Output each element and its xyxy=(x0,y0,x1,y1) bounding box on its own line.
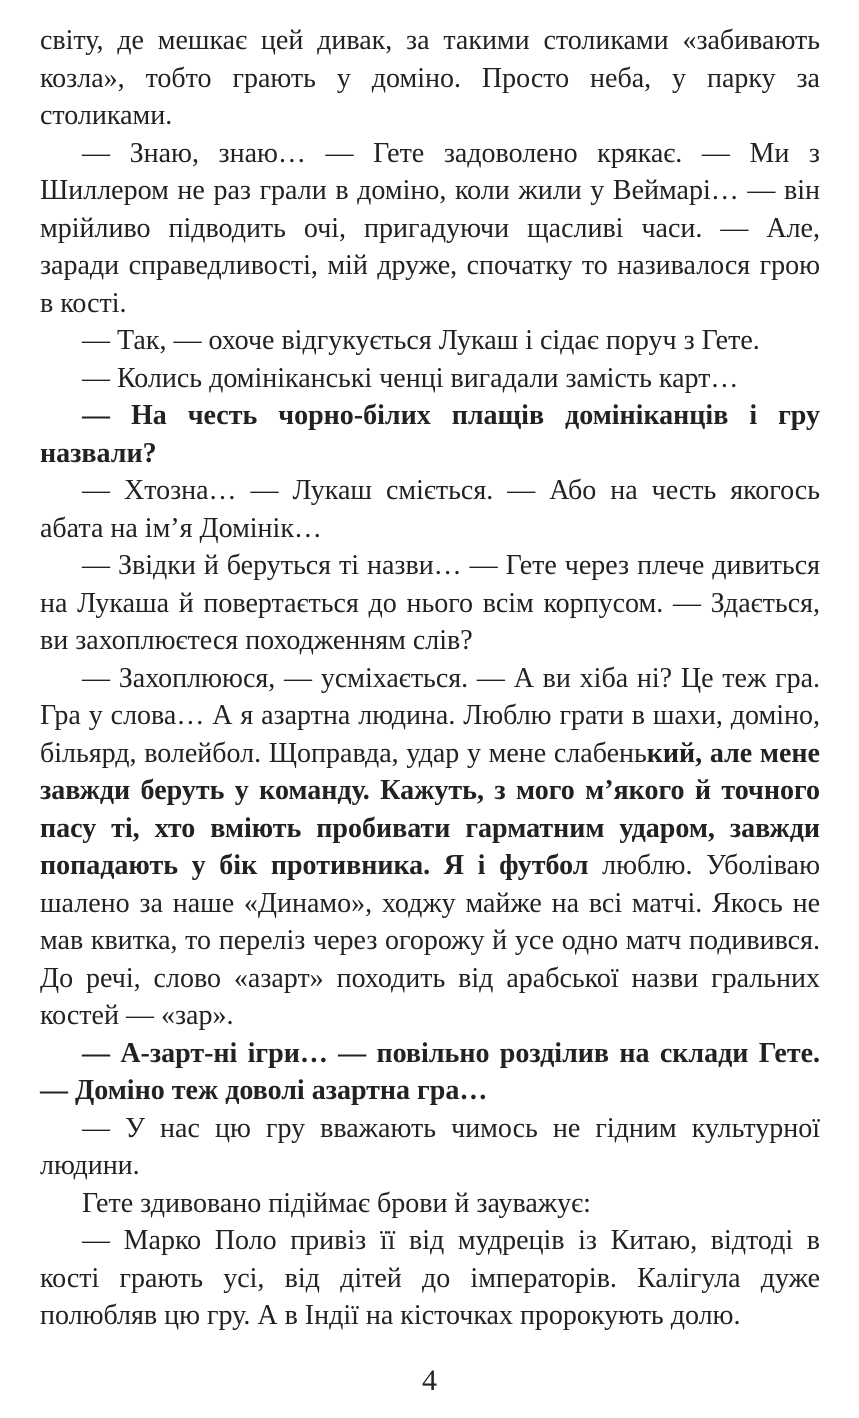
paragraph-8-part-2-bold: кий, але мене завжди беруть у команду. Кажуть, з мого м’якого й точного пасу ті, хто вміють пробивати гарматним ударом, завжди попадають у бік противника. Я і футбол xyxy=(40,737,820,881)
page-text xyxy=(40,22,820,1335)
paragraph-12: — Марко Поло привіз її від мудреців із Китаю, відтоді в кості грають усі, від дітей до імператорів. Калігула дуже полюбляв цю гру. А в Індії на кісточках пророкують долю. xyxy=(40,1225,820,1331)
paragraph-8-part-3: люблю. Уболіваю шалено за наше «Динамо», ходжу майже на всі матчі. Якось не мав квитка, то переліз через огорожу й усе одно матч подивився. До речі, слово «азарт» походить від арабської назви гральних костей — «зар». xyxy=(40,850,820,1031)
paragraph-5: — На честь чорно-білих плащів домініканців і гру назвали? xyxy=(40,400,820,469)
paragraph-4: — Колись домініканські ченці вигадали замість карт… xyxy=(82,362,739,394)
paragraph-2: — Знаю, знаю… — Гете задоволено крякає. — Ми з Шиллером не раз грали в доміно, коли жили у Веймарі… — він мрійливо підводить очі, пригадуючи щасливі часи. — Але, заради справедливості, мій друже, спочатку то називалося грою в кості. xyxy=(40,137,820,319)
paragraph-8-part-1: — Захоплююся, — усміхається. — А ви хіба ні? Це теж гра. Гра у слова… А я азартна людина. Люблю грати в шахи, доміно, більярд, волейбол. Щоправда, удар у мене слабень xyxy=(40,662,820,769)
page-number: 4 xyxy=(422,1364,437,1397)
paragraph-8 xyxy=(40,660,820,1035)
paragraph-7: — Звідки й беруться ті назви… — Гете через плече дивиться на Лукаша й повертається до нього всім корпусом. — Здається, ви захоплюєтеся походженням слів? xyxy=(40,550,820,656)
paragraph-1: світу, де мешкає цей дивак, за такими столиками «забивають козла», тобто грають у доміно. Просто неба, у парку за столиками. xyxy=(40,25,820,131)
paragraph-10: — У нас цю гру вважають чимось не гідним культурної людини. xyxy=(40,1112,820,1181)
paragraph-9: — А-зарт-ні ігри… — повільно розділив на склади Гете. — Доміно теж доволі азартна гра… xyxy=(40,1037,820,1106)
paragraph-11: Гете здивовано підіймає брови й зауважує: xyxy=(82,1187,591,1219)
paragraph-6: — Хтозна… — Лукаш сміється. — Або на честь якогось абата на ім’я Домінік… xyxy=(40,475,820,544)
paragraph-3: — Так, — охоче відгукується Лукаш і сідає поруч з Гете. xyxy=(82,325,760,356)
